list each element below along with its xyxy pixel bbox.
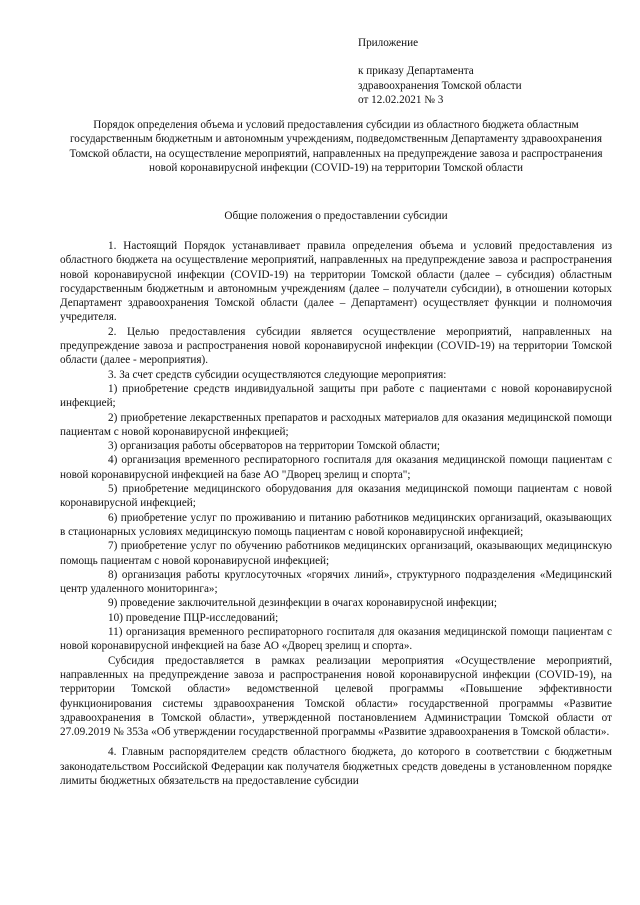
list-item-10: 10) проведение ПЦР-исследований; <box>108 611 279 624</box>
list-item-6: 6) приобретение услуг по проживанию и питанию работников медицинских организаций, оказывающих в стационарных условиях медицинскую помощь пациентам с новой коронавирусной инфекцией; <box>60 511 612 538</box>
appendix-order-ref: к приказу Департамента <box>358 65 474 78</box>
appendix-heading: Приложение <box>358 37 419 49</box>
paragraph-1: 1. Настоящий Порядок устанавливает правила определения объема и условий предоставления из областного бюджета на осуществление мероприятий, направленных на предупреждение завоза и распространения новой коронавирусной инфекции (COVID-19) на территории Томской области (далее – субсидия) областным государственным бюджетным и автономным учреждениям (далее – получатели субсидии), в отношении которых Департамент здравоохранения Томской области (далее – Департамент) осуществляет функции и полномочия учредителя. <box>60 240 612 324</box>
list-item-5: 5) приобретение медицинского оборудования для оказания медицинской помощи пациентам с новой коронавирусной инфекцией; <box>60 483 612 510</box>
list-item-3: 3) организация работы обсерваторов на территории Томской области; <box>108 440 441 453</box>
appendix-block <box>358 36 618 107</box>
appendix-date-number: от 12.02.2021 № 3 <box>358 93 444 106</box>
appendix-department: здравоохранения Томской области <box>358 79 522 92</box>
list-item-11: 11) организация временного респираторного госпиталя для оказания медицинской помощи пациентам с новой коронавирусной инфекцией на базе АО «Дворец зрелищ и спорта». <box>60 626 612 653</box>
list-item-8: 8) организация работы круглосуточных «горячих линий», структурного подразделения «Медицинский центр удаленного мониторинга»; <box>60 568 612 596</box>
list-item-4: 4) организация временного респираторного госпиталя для оказания медицинской помощи пациентам с новой коронавирусной инфекцией на базе АО "Дворец зрелищ и спорта"; <box>60 454 612 481</box>
paragraph-3: 3. За счет средств субсидии осуществляются следующие мероприятия: <box>108 368 447 381</box>
list-item-7: 7) приобретение услуг по обучению работников медицинских организаций, оказывающих медицинскую помощь пациентам с новой коронавирусной инфекцией; <box>60 540 612 567</box>
document-title: Порядок определения объема и условий предоставления субсидии из областного бюджета областным государственным бюджетным и автономным учреждениям, подведомственным Департаменту здравоохранения Томской области, на осуществление мероприятий, направленных на предупреждение завоза и распространения новой коронавирусной инфекции (COVID-19) на территории Томской области <box>69 119 603 174</box>
paragraph-2: 2. Целью предоставления субсидии является осуществление мероприятий, направленных на предупреждение завоза и распространения новой коронавирусной инфекции (COVID-19) на территории Томской области (далее - мероприятия). <box>60 325 612 367</box>
document-body <box>60 239 612 788</box>
paragraph-4: 4. Главным распорядителем средств областного бюджета, до которого в соответствии с бюджетным законодательством Российской Федерации как получателя бюджетных средств доведены в установленном порядке лимиты бюджетных обязательств на предоставление субсидии <box>60 746 612 787</box>
list-item-9: 9) проведение заключительной дезинфекции в очагах коронавирусной инфекции; <box>108 597 498 610</box>
subsidy-program-paragraph: Субсидия предоставляется в рамках реализации мероприятия «Осуществление мероприятий, направленных на предупреждение завоза и распространения новой коронавирусной инфекции (COVID-19), на территории Томской области» ведомственной целевой программы «Повышение эффективности функционирования системы здравоохранения Томской области» государственной программы «Развитие здравоохранения в Томской области», утвержденной постановлением Администрации Томской области от 27.09.2019 № 353а «Об утверждении государственной программы «Развитие здравоохранения в Томской области». <box>60 654 612 739</box>
section-heading: Общие положения о предоставлении субсидии <box>224 210 448 222</box>
list-item-2: 2) приобретение лекарственных препаратов и расходных материалов для оказания медицинской помощи пациентам с новой коронавирусной инфекцией; <box>60 411 612 438</box>
list-item-1: 1) приобретение средств индивидуальной защиты при работе с пациентами с новой коронавирусной инфекцией; <box>60 382 612 410</box>
